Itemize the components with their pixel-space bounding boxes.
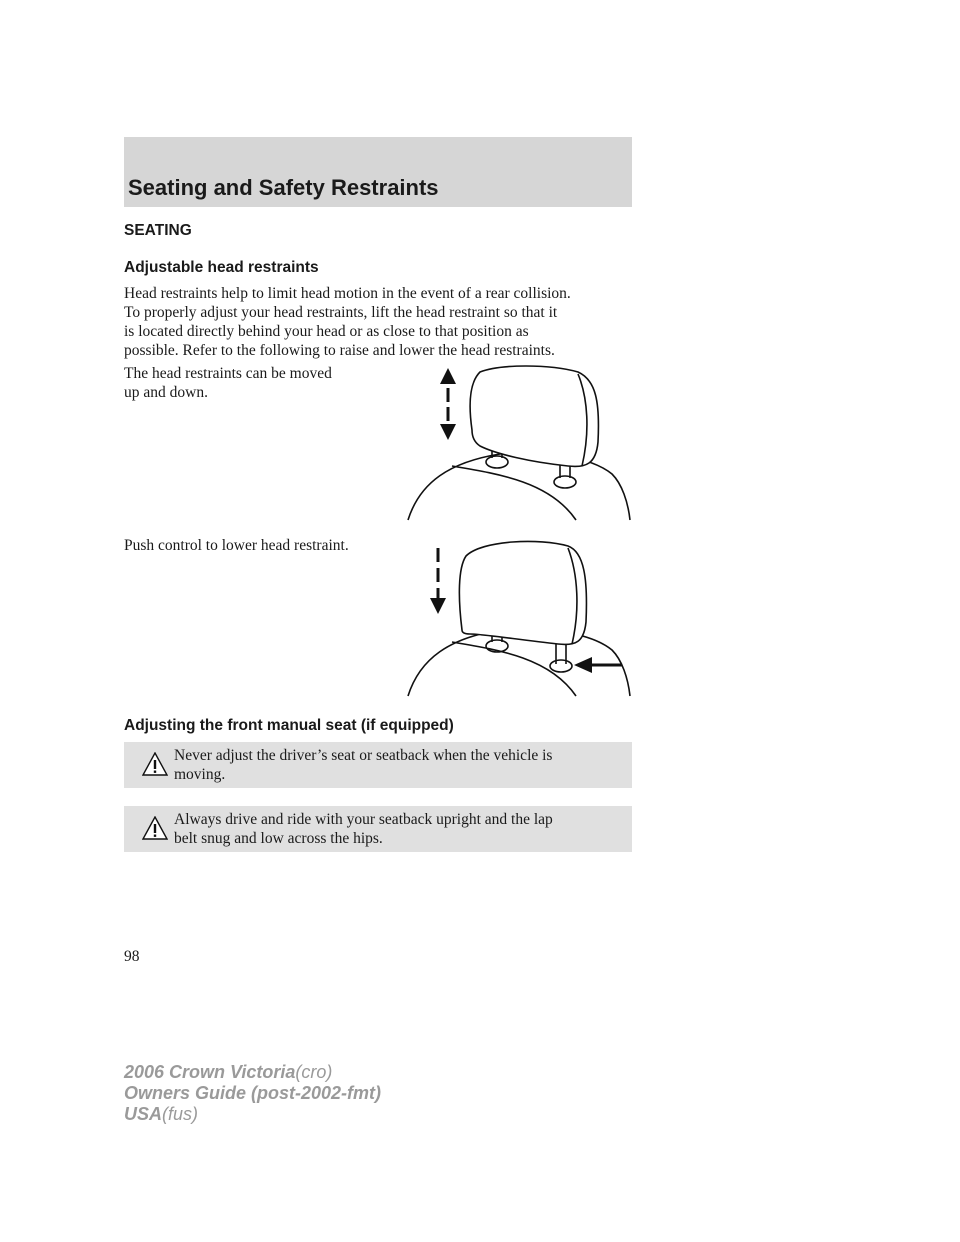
footer-guide: Owners Guide (post-2002-fmt) xyxy=(124,1083,382,1103)
section-heading: SEATING xyxy=(124,222,192,239)
intro-line: To properly adjust your head restraints, lift the head restraint so that it xyxy=(124,304,558,321)
warning-text xyxy=(174,746,552,784)
warning-line: moving. xyxy=(174,766,226,783)
figure2-caption: Push control to lower head restraint. xyxy=(124,537,349,554)
warning-text xyxy=(174,810,553,848)
subheading-head-restraints: Adjustable head restraints xyxy=(124,259,319,276)
intro-line: Head restraints help to limit head motion in the event of a rear collision. xyxy=(124,285,571,302)
warning-triangle-icon xyxy=(142,752,168,776)
footer-market: USA xyxy=(124,1104,163,1124)
warning-box xyxy=(124,806,632,852)
intro-paragraph xyxy=(124,284,571,360)
intro-line: is located directly behind your head or as close to that position as xyxy=(124,323,529,340)
footer-market-code: (fus) xyxy=(162,1104,199,1124)
up-down-arrow-icon xyxy=(440,368,456,440)
subheading-manual-seat: Adjusting the front manual seat (if equipped) xyxy=(124,717,454,734)
warning-triangle-icon xyxy=(142,816,168,840)
push-control-arrow-icon xyxy=(574,657,622,673)
warning-line: belt snug and low across the hips. xyxy=(174,830,383,847)
caption-line: up and down. xyxy=(124,384,208,401)
warning-line: Always drive and ride with your seatback upright and the lap xyxy=(174,811,553,828)
footer-model: 2006 Crown Victoria xyxy=(124,1062,296,1082)
down-arrow-icon xyxy=(430,548,446,614)
caption-line: The head restraints can be moved xyxy=(124,365,332,382)
warning-line: Never adjust the driver’s seat or seatback when the vehicle is xyxy=(174,747,553,764)
head-restraint-up-down-illustration xyxy=(400,362,636,524)
warning-box xyxy=(124,742,632,788)
section-header-band xyxy=(124,137,632,207)
page-number: 98 xyxy=(124,948,140,965)
figure1-caption xyxy=(124,364,332,402)
intro-line: possible. Refer to the following to raise and lower the head restraints. xyxy=(124,342,555,359)
push-control-lower-illustration xyxy=(400,538,636,700)
document-footer xyxy=(124,1062,381,1125)
footer-model-code: (cro) xyxy=(295,1062,333,1082)
page-title: Seating and Safety Restraints xyxy=(128,175,439,200)
